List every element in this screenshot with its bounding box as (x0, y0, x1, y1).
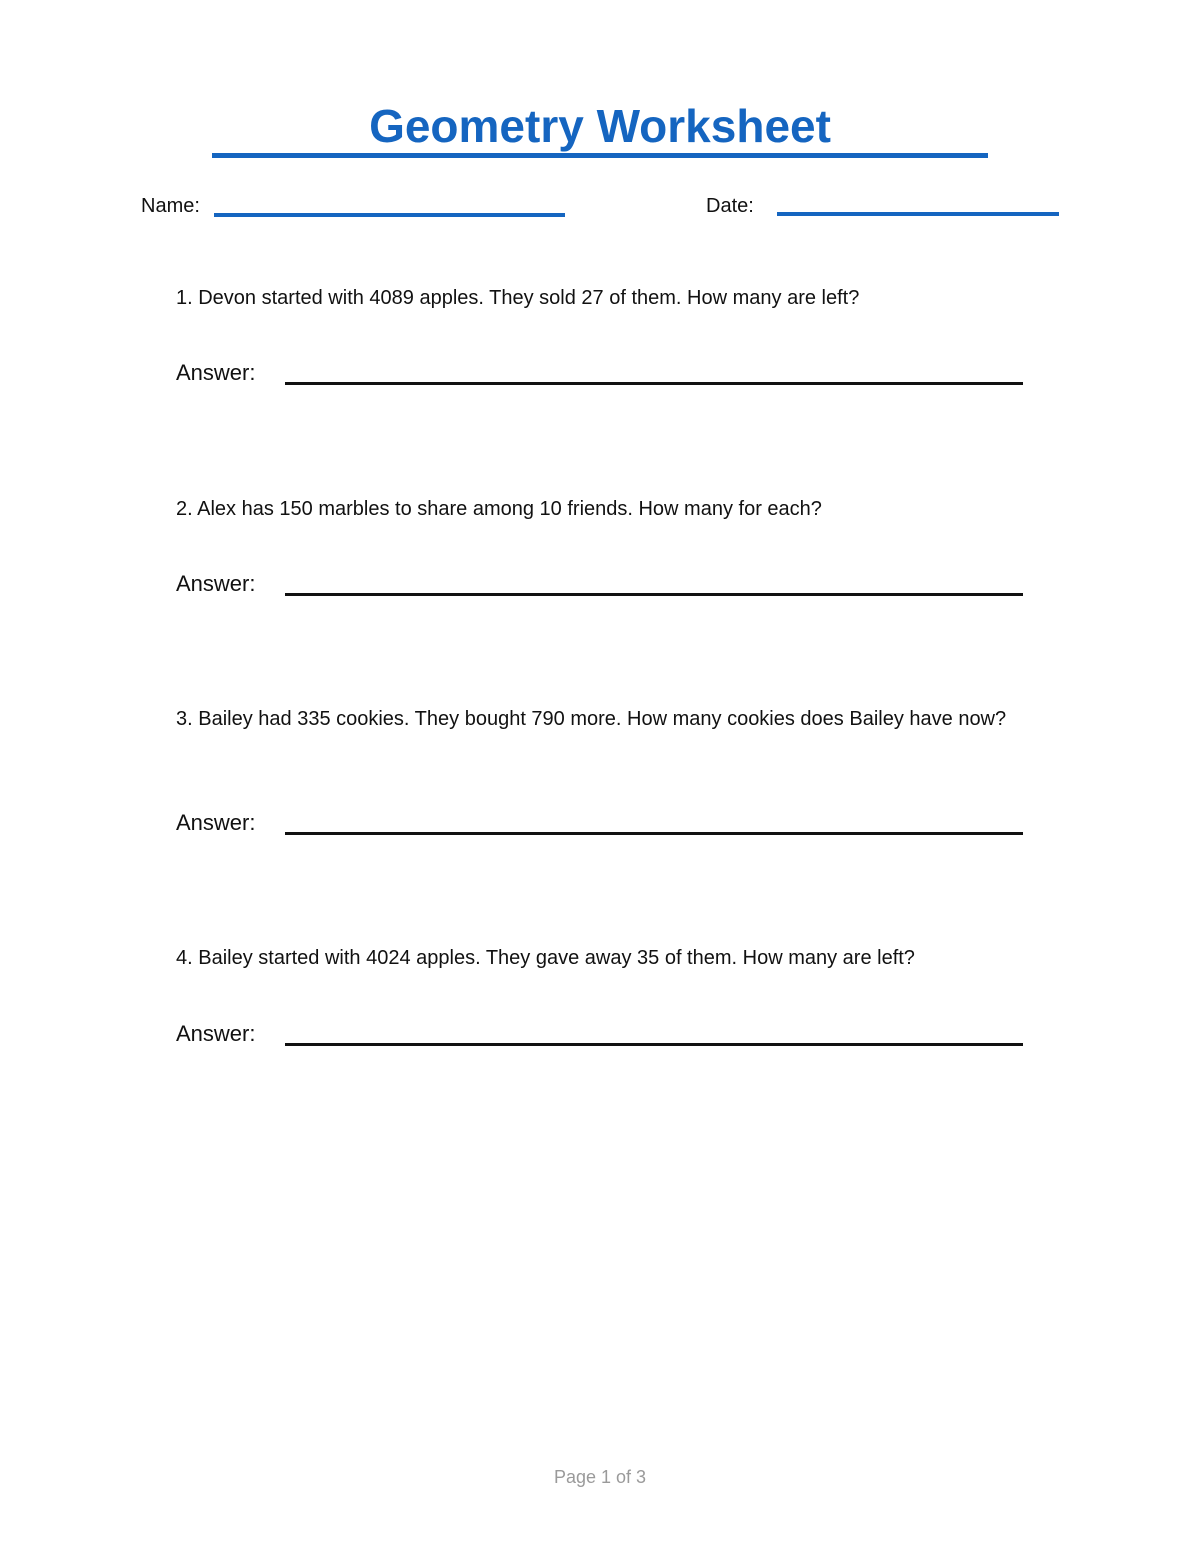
answer-field-4[interactable] (285, 1043, 1023, 1046)
answer-label-4: Answer: (176, 1021, 256, 1046)
question-1: 1. Devon started with 4089 apples. They sold 27 of them. How many are left? (176, 287, 860, 309)
question-4: 4. Bailey started with 4024 apples. They gave away 35 of them. How many are left? (176, 947, 915, 969)
answer-label-1: Answer: (176, 360, 256, 385)
answer-field-2[interactable] (285, 593, 1023, 596)
question-2: 2. Alex has 150 marbles to share among 10 friends. How many for each? (176, 498, 822, 520)
date-field[interactable] (777, 212, 1059, 216)
title-underline (212, 153, 988, 158)
question-3: 3. Bailey had 335 cookies. They bought 790 more. How many cookies does Bailey have now? (176, 708, 1007, 730)
answer-field-1[interactable] (285, 382, 1023, 385)
name-label: Name: (141, 195, 200, 217)
answer-label-2: Answer: (176, 571, 256, 596)
worksheet-title: Geometry Worksheet (369, 100, 831, 152)
date-label: Date: (706, 195, 754, 217)
answer-field-3[interactable] (285, 832, 1023, 835)
page-indicator: Page 1 of 3 (553, 1467, 647, 1487)
name-field[interactable] (214, 213, 565, 217)
answer-label-3: Answer: (176, 810, 256, 835)
